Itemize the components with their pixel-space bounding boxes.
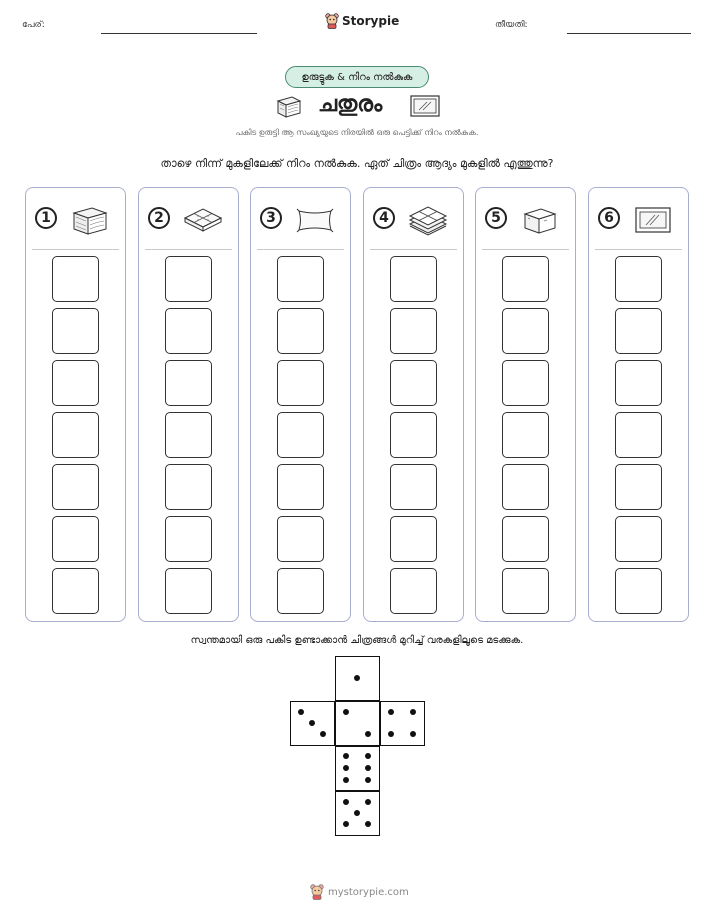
- dice-face-1: [335, 656, 380, 701]
- wooden-crate-icon: [70, 204, 110, 236]
- color-box[interactable]: [390, 308, 437, 354]
- color-box[interactable]: [615, 412, 662, 458]
- color-box[interactable]: [165, 256, 212, 302]
- color-box[interactable]: [390, 360, 437, 406]
- color-box[interactable]: [390, 464, 437, 510]
- color-box[interactable]: [277, 412, 324, 458]
- dice-face-5: [335, 791, 380, 836]
- column-number: 5: [485, 207, 507, 229]
- color-box[interactable]: [615, 516, 662, 562]
- column-1: [25, 187, 126, 622]
- column-divider: [257, 249, 344, 250]
- color-box[interactable]: [277, 568, 324, 614]
- color-box[interactable]: [165, 360, 212, 406]
- color-box[interactable]: [277, 360, 324, 406]
- color-box[interactable]: [502, 516, 549, 562]
- column-5: [475, 187, 576, 622]
- color-box[interactable]: [390, 256, 437, 302]
- stacked-crackers-icon: [408, 204, 448, 236]
- column-3: [250, 187, 351, 622]
- column-divider: [370, 249, 457, 250]
- dice-face-3: [290, 701, 335, 746]
- brand-logo: [325, 13, 399, 29]
- color-box[interactable]: [390, 412, 437, 458]
- column-2: [138, 187, 239, 622]
- color-box[interactable]: [502, 360, 549, 406]
- brand-name: Storypie: [342, 14, 400, 28]
- color-box[interactable]: [390, 516, 437, 562]
- column-number: 6: [598, 207, 620, 229]
- ice-cube-icon: [520, 204, 560, 236]
- storypie-mascot-icon: [310, 884, 324, 900]
- column-4: [363, 187, 464, 622]
- cracker-icon: [183, 204, 223, 236]
- name-label: പേര്:: [22, 20, 45, 30]
- footer-url[interactable]: mystorypie.com: [328, 886, 409, 898]
- column-divider: [145, 249, 232, 250]
- column-divider: [482, 249, 569, 250]
- color-box[interactable]: [52, 360, 99, 406]
- dice-instruction: സ്വന്തമായി ഒരു പകിട ഉണ്ടാക്കാൻ ചിത്രങ്ങൾ മുറിച്ച് വരകളിലൂടെ മടക്കുക.: [190, 635, 524, 646]
- page-title: ചതുരം: [318, 92, 383, 117]
- color-box[interactable]: [52, 308, 99, 354]
- color-box[interactable]: [615, 464, 662, 510]
- color-box[interactable]: [165, 412, 212, 458]
- activity-tag: ഉരുട്ടുക & നിറം നൽകുക: [285, 66, 429, 88]
- color-box[interactable]: [52, 568, 99, 614]
- dice-face-2: [335, 701, 380, 746]
- color-box[interactable]: [502, 308, 549, 354]
- picture-frame-icon: [410, 95, 440, 117]
- color-box[interactable]: [615, 256, 662, 302]
- color-box[interactable]: [615, 308, 662, 354]
- column-number: 4: [373, 207, 395, 229]
- storypie-mascot-icon: [325, 13, 339, 29]
- color-box[interactable]: [277, 256, 324, 302]
- picture-frame-icon: [633, 204, 673, 236]
- color-box[interactable]: [165, 308, 212, 354]
- dice-face-6: [335, 746, 380, 791]
- column-divider: [595, 249, 682, 250]
- subtitle: പകിട ഉരുട്ടി ആ സംഖ്യയുടെ നിരയിൽ ഒരു പെട്ടിക്ക് നിറം നൽകുക.: [235, 128, 479, 137]
- wooden-crate-icon: [275, 93, 303, 119]
- column-number: 3: [260, 207, 282, 229]
- color-box[interactable]: [165, 516, 212, 562]
- dice-net: [290, 656, 425, 836]
- color-box[interactable]: [165, 464, 212, 510]
- pillow-icon: [295, 204, 335, 236]
- color-box[interactable]: [277, 516, 324, 562]
- dice-face-4: [380, 701, 425, 746]
- color-box[interactable]: [502, 464, 549, 510]
- column-number: 1: [35, 207, 57, 229]
- color-box[interactable]: [502, 256, 549, 302]
- color-box[interactable]: [52, 412, 99, 458]
- color-box[interactable]: [390, 568, 437, 614]
- color-box[interactable]: [502, 412, 549, 458]
- name-field[interactable]: [101, 33, 257, 34]
- column-6: [588, 187, 689, 622]
- color-box[interactable]: [277, 464, 324, 510]
- color-box[interactable]: [52, 464, 99, 510]
- date-field[interactable]: [567, 33, 691, 34]
- question-text: താഴെ നിന്ന് മുകളിലേക്ക് നിറം നൽകുക. ഏത് ചിത്രം ആദ്യം മുകളിൽ എത്തുന്നു?: [160, 157, 554, 170]
- color-box[interactable]: [615, 360, 662, 406]
- color-box[interactable]: [52, 256, 99, 302]
- footer: [310, 884, 409, 900]
- color-box[interactable]: [165, 568, 212, 614]
- color-box[interactable]: [277, 308, 324, 354]
- column-divider: [32, 249, 119, 250]
- date-label: തീയതി:: [495, 20, 528, 30]
- color-box[interactable]: [52, 516, 99, 562]
- color-box[interactable]: [615, 568, 662, 614]
- column-number: 2: [148, 207, 170, 229]
- color-box[interactable]: [502, 568, 549, 614]
